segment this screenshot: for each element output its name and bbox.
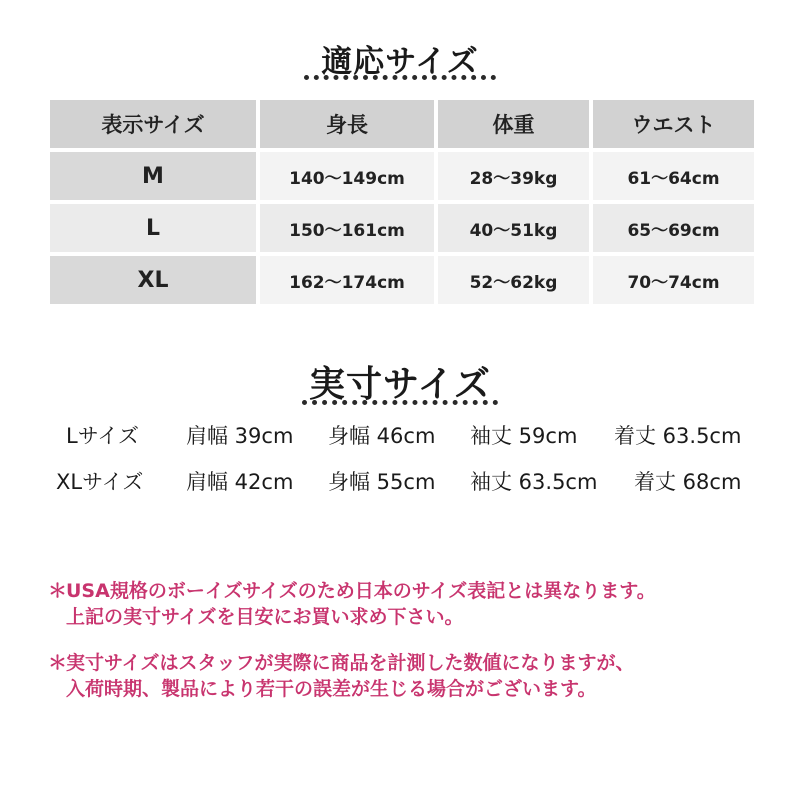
shoulder-width: 肩幅 42cm [186,470,294,494]
sleeve-length: 袖丈 63.5cm [470,470,598,494]
applicable-size-table [46,96,758,308]
body-width: 身幅 55cm [328,470,436,494]
waist-value: 65～69cm [593,204,754,252]
size-name: Lサイズ [66,424,140,448]
asterisk-mark: ＊ [48,580,68,602]
waist-value: 61～64cm [593,152,754,200]
size-label: L [50,204,256,252]
note-line: USA規格のボーイズサイズのため日本のサイズ表記とは異なります。 [66,580,656,602]
asterisk-mark: ＊ [48,652,68,674]
height-value: 150～161cm [260,204,434,252]
title-dotted-underline [304,75,496,80]
weight-value: 52～62kg [438,256,589,304]
size-label: M [50,152,256,200]
total-length: 着丈 68cm [634,470,742,494]
height-value: 140～149cm [260,152,434,200]
shoulder-width: 肩幅 39cm [186,424,294,448]
note-line: 上記の実寸サイズを目安にお買い求め下さい。 [66,606,464,628]
note-line: 入荷時期、製品により若干の誤差が生じる場合がございます。 [66,678,597,700]
weight-value: 40～51kg [438,204,589,252]
header-height: 身長 [260,100,434,148]
title-dotted-underline [302,400,498,405]
note-line: 実寸サイズはスタッフが実際に商品を計測した数値になりますが、 [66,652,635,674]
table-header-row [50,100,754,148]
total-length: 着丈 63.5cm [614,424,742,448]
header-display-size: 表示サイズ [50,100,256,148]
height-value: 162～174cm [260,256,434,304]
size-note [48,578,656,630]
table-row [50,256,754,304]
table-row [50,204,754,252]
size-name: XLサイズ [56,470,144,494]
waist-value: 70～74cm [593,256,754,304]
body-width: 身幅 46cm [328,424,436,448]
sleeve-length: 袖丈 59cm [470,424,578,448]
header-weight: 体重 [438,100,589,148]
weight-value: 28～39kg [438,152,589,200]
actual-size-title-text: 実寸サイズ [308,364,492,405]
applicable-size-title-text: 適応サイズ [321,44,479,80]
size-note [48,650,634,702]
header-waist: ウエスト [593,100,754,148]
size-label: XL [50,256,256,304]
table-row [50,152,754,200]
